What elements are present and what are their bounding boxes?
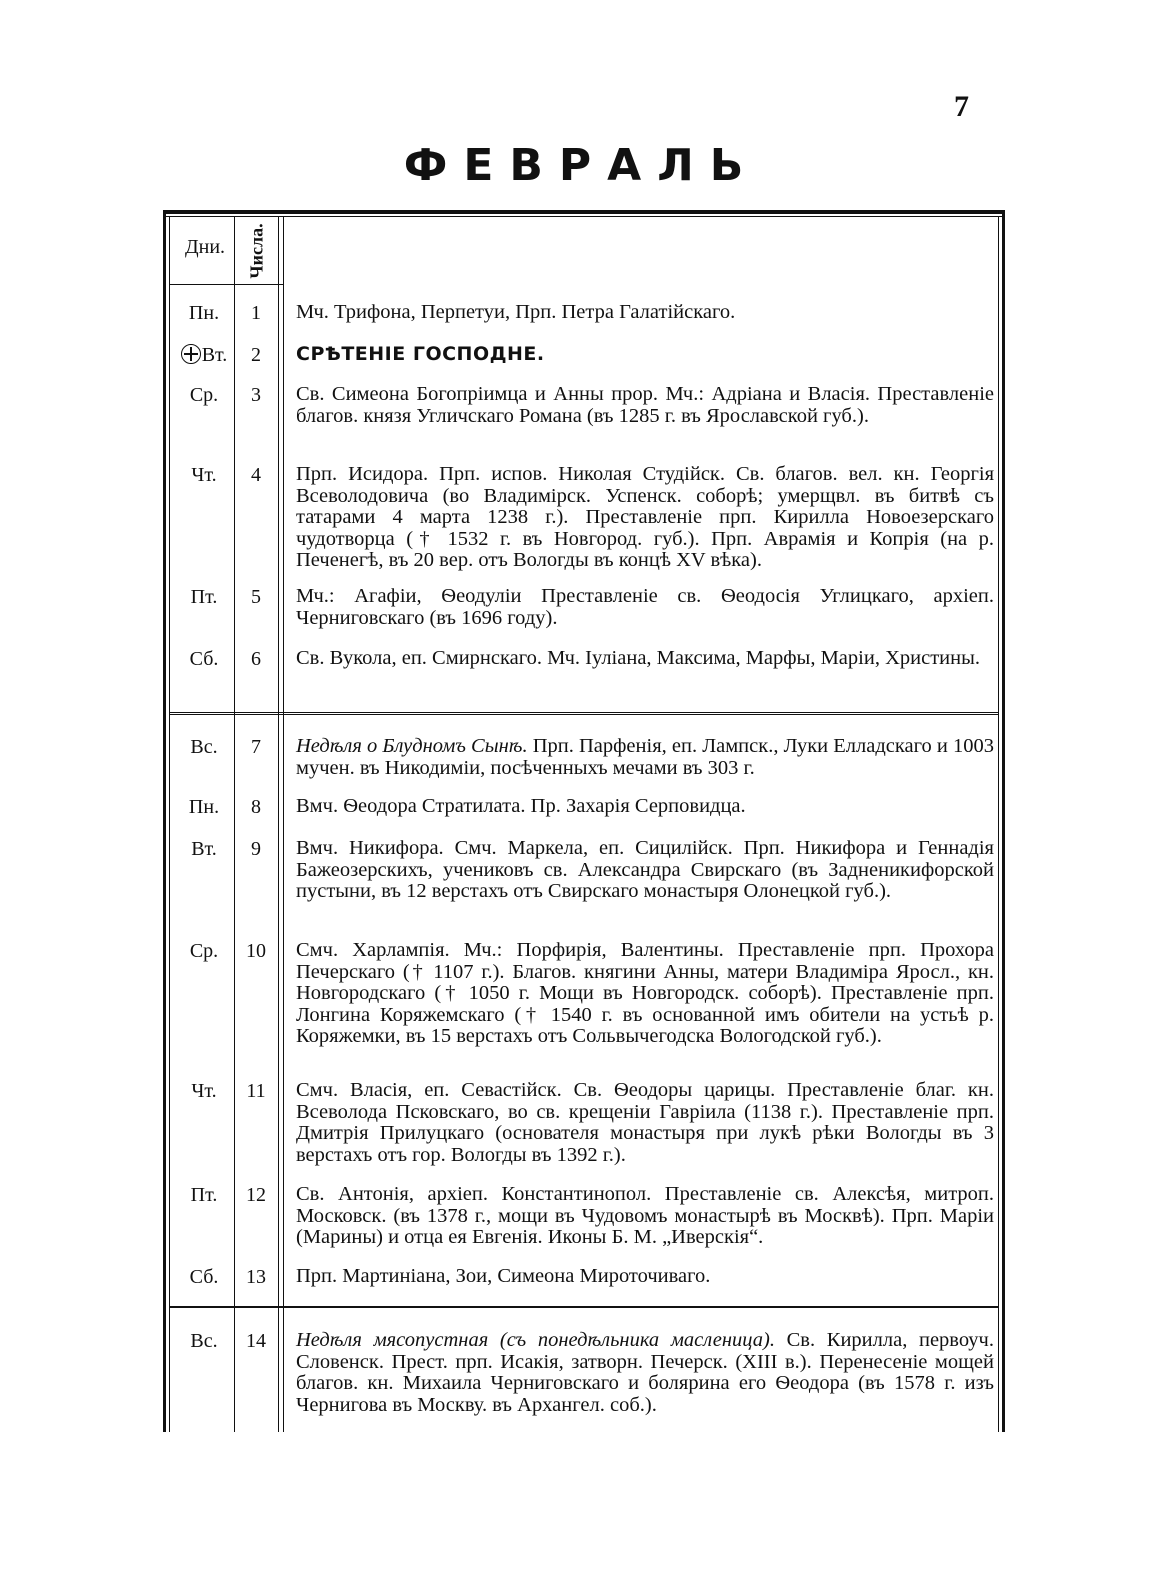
month-title: ФЕВРАЛЬ [403,140,760,191]
saints-text: Недѣля о Блудномъ Сынѣ. Прп. Парфенія, еп. Лампск., Луки Елладскаго и 1003 мучен. въ Никодиміи, посѣченныхъ мечами въ 303 г. [296,735,994,779]
weekday: Ср. [189,940,219,962]
weekday: Чт. [191,464,217,486]
header-numbers: Числа. [246,223,267,279]
table-top-rule-thin [163,216,1005,217]
saints-text: Вмч. Никифора. Смч. Маркела, еп. Сицилійск. Прп. Никифора и Геннадія Бажеозерскихъ, учениковъ св. Александра Свирскаго (въ Задненикифорской пустыни, въ 12 верстахъ отъ Свирскаго монастыря Олонецкой губ.). [296,837,994,902]
table-left-border [163,210,166,1432]
week-separator [169,712,999,713]
weekday: Пт. [190,586,218,608]
weekday: Пн. [188,302,220,324]
date-number: 5 [251,586,261,608]
sunday-name: Недѣля мясопустная (съ понедѣльника масленица). [296,1329,775,1351]
weekday: Пн. [188,796,220,818]
date-number: 14 [246,1330,266,1352]
date-number: 6 [251,648,261,670]
date-number: 10 [246,940,266,962]
page-number: 7 [954,90,969,123]
week-separator [169,1306,999,1308]
saints-text: Смч. Власія, еп. Севастійск. Св. Ѳеодоры царицы. Преставленіе благ. кн. Всеволода Псковскаго, во св. крещеніи Гавріила (1138 г.). Преставленіе прп. Дмитрія Прилуцкаго (основателя монастыря при лукѣ рѣки Вологды въ 3 верстахъ отъ гор. Вологды въ 1392 г.). [296,1079,994,1166]
header-bottom-rule [169,284,284,285]
saints-text: Прп. Исидора. Прп. испов. Николая Студійск. Св. благов. вел. кн. Георгія Всеволодовича (во Владимірск. Успенск. соборѣ; умерщвл. въ битвѣ съ татарами 4 марта 1238 г.). Преставленіе прп. Кирилла Новоезерскаго чудотворца († 1532 г. въ Новгород. губ.). Прп. Аврамія и Копрія (на р. Печенегѣ, въ 20 вер. отъ Вологды въ концѣ XV вѣка). [296,463,994,571]
date-number: 2 [251,344,261,366]
saints-text: Смч. Харлампія. Мч.: Порфирія, Валентины. Преставленіе прп. Прохора Печерскаго († 1107 г.). Благов. княгини Анны, матери Владиміра Яросл., кн. Новгородскаго († 1050 г. Мощи въ Новгородск. соборѣ). Преставленіе прп. Лонгина Коряжемскаго († 1540 г. въ основанной имъ обители на устьѣ р. Коряжемки, въ 15 верстахъ отъ Сольвычегодска Вологодской губ.). [296,939,994,1047]
numbers-column-divider-2 [283,216,284,1432]
weekday: Вс. [190,736,218,758]
saints-text: Св. Симеона Богопріимца и Анны прор. Мч.: Адріана и Власія. Преставленіе благов. князя Угличскаго Романа (въ 1285 г. въ Ярославской губ.). [296,383,994,427]
feast-cross-icon [181,344,201,364]
table-right-border [1002,210,1005,1432]
date-number: 12 [246,1184,266,1206]
saints-text: Недѣля мясопустная (съ понедѣльника масленица). Св. Кирилла, первоуч. Словенск. Прест. прп. Исакія, затворн. Печерск. (XIII в.). Перенесеніе мощей благов. кн. Михаила Черниговскаго и болярина его Ѳеодора (въ 1578 г. изъ Чернигова въ Москву. въ Архангел. соб.). [296,1329,994,1416]
date-number: 8 [251,796,261,818]
weekday: Сб. [189,1266,219,1288]
table-top-rule [163,210,1005,214]
weekday: Чт. [191,1080,217,1102]
table-right-border-inner [998,216,999,1432]
weekday: Вт. [191,838,217,860]
feast-name: СРѢТЕНІЕ ГОСПОДНЕ. [296,343,545,365]
saints-text: Мч. Трифона, Перпетуи, Прп. Петра Галатійскаго. [296,301,736,323]
date-number: 1 [251,302,261,324]
date-number: 7 [251,736,261,758]
date-number: 13 [246,1266,266,1288]
header-days: Дни. [184,236,226,258]
saints-text: Вмч. Ѳеодора Стратилата. Пр. Захарія Серповидца. [296,795,746,817]
sunday-name: Недѣля о Блудномъ Сынѣ. [296,735,528,757]
saints-text: Мч.: Агафіи, Ѳеодуліи Преставленіе св. Ѳеодосія Углицкаго, архіеп. Черниговскаго (въ 1696 году). [296,585,994,629]
week-separator [169,714,999,715]
saints-text: Св. Антонія, архіеп. Константинопол. Преставленіе св. Алексѣя, митроп. Московск. (въ 1378 г., мощи въ Чудовомъ монастырѣ въ Москвѣ). Прп. Маріи (Марины) и отца ея Евгенія. Иконы Б. М. „Иверскія“. [296,1183,994,1248]
weekday: Ср. [189,384,219,406]
weekday: Вс. [190,1330,218,1352]
date-number: 9 [251,838,261,860]
weekday: Пт. [190,1184,218,1206]
date-number: 11 [246,1080,266,1102]
numbers-column-divider [278,216,279,1432]
saints-text [296,344,994,366]
saints-text: Прп. Мартиніана, Зои, Симеона Мироточиваго. [296,1265,711,1287]
date-number: 4 [251,464,261,486]
saints-text: Св. Вукола, еп. Смирнскаго. Мч. Іуліана, Максима, Марфы, Маріи, Христины. [296,647,980,669]
weekday: Вт. [174,344,234,367]
date-number: 3 [251,384,261,406]
table-left-border-inner [169,216,170,1432]
weekday: Сб. [189,648,219,670]
